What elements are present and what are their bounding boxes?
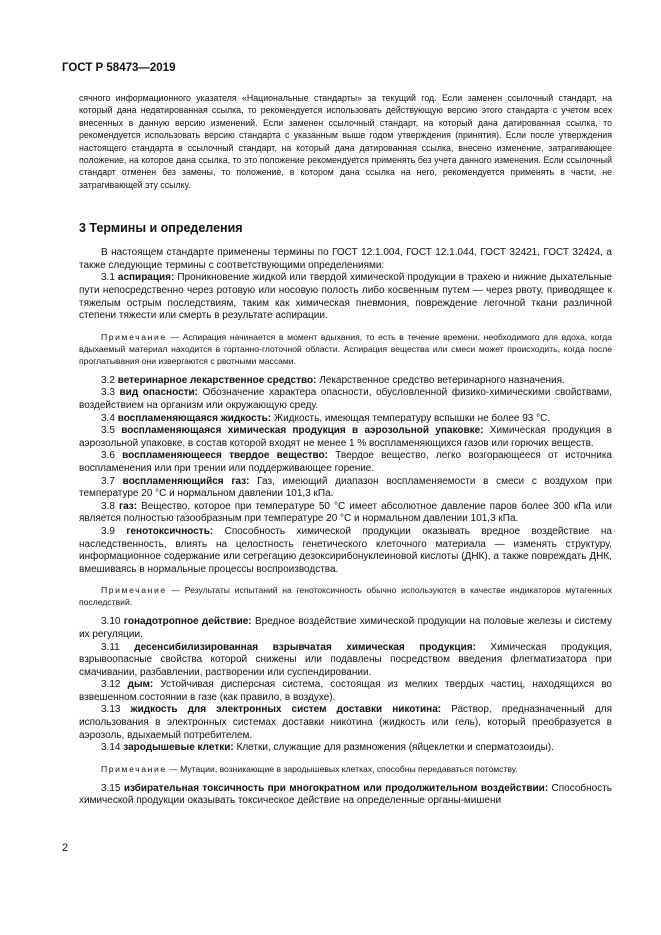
term-name: воспламеняющаяся химическая продукция в аэрозольной упаковке: <box>121 425 484 437</box>
note-aspiration <box>79 331 612 367</box>
term-name: ветеринарное лекарственное средство: <box>117 374 317 386</box>
term-3-13 <box>79 704 612 742</box>
term-number: 3.11 <box>101 641 120 653</box>
term-definition: Вредное воздействие химической продукции на половые железы и систему их регуляции. <box>79 616 612 640</box>
term-number: 3.14 <box>101 742 121 754</box>
term-3-5 <box>79 425 612 450</box>
term-name: гонадотропное действие: <box>123 616 252 628</box>
term-3-6 <box>79 450 612 475</box>
term-definition: Вещество, которое при температуре 50 °С имеет абсолютное давление паров более 300 кПа или является полностью газообразным при температуре 20 °С и нормальном давлении 101,3 кПа. <box>79 500 613 525</box>
term-3-9 <box>79 526 612 576</box>
term-definition: Раствор, предназначенный для использования в электронных системах доставки никотина (жидкость или гель), который преобразуется в аэрозоль, вдыхаемый потребителем. <box>79 704 612 741</box>
term-number: 3.12 <box>101 679 121 691</box>
note-text: — Результаты испытаний на генотоксичность обычно используются в качестве индикаторов мутагенных последствий. <box>79 585 612 608</box>
term-definition: Газ, имеющий диапазон воспламеняемости в смеси с воздухом при температуре 20 °С и нормальном давлении 101,3 кПа. <box>79 475 612 500</box>
term-number: 3.13 <box>101 704 121 716</box>
term-name: аспирация: <box>117 272 175 284</box>
term-name: избирательная токсичность при многократном или продолжительном воздействии: <box>123 782 549 794</box>
term-name: газ: <box>118 500 138 512</box>
term-definition: Способность химической продукции оказывать токсическое действие на определенные органы-мишени <box>79 782 612 807</box>
note-text: — Аспирация начинается в момент вдыхания, то есть в течение времени, необходимого для вдоха, когда вдыхаемый материал находится в гортанно-глоточной области. Аспирация вещества или смеси может происходить, когда после проглатывания они извергаются с рвотными массами. <box>79 331 612 366</box>
term-name: генотоксичность: <box>126 525 214 537</box>
term-name: зародышевые клетки: <box>123 742 234 754</box>
term-3-10 <box>79 616 612 641</box>
term-number: 3.1 <box>101 272 115 284</box>
term-definition: Жидкость, имеющая температуру вспышки не более 93 °С. <box>271 412 551 424</box>
term-3-4 <box>79 413 612 426</box>
term-definition: Обозначение характера опасности, обусловленной физико-химическими свойствами, воздействием на организм или окружающую среду. <box>79 387 612 411</box>
term-definition: Устойчивая дисперсная система, состоящая из мелких твердых частиц, находящихся во взвешенном состоянии в газе (как правило, в воздухе). <box>79 679 612 703</box>
intro-paragraph: сячного информационного указателя «Национальные стандарты» за текущий год. Если заменен ссылочный стандарт, на который дана недатированная ссылка, то рекомендуется использовать действующую версию этого стандарта с учетом всех внесенных в данную версию изменений. Если заменен ссылочный стандарт, на который дана датированная ссылка, то рекомендуется использовать версию стандарта с указанным выше годом утверждения (принятия). Если после утверждения настоящего стандарта в ссылочный стандарт, на который дана датированная ссылка, внесено изменение, затрагивающее положение, на которое дана ссылка, то это положение рекомендуется применять без учета данного изменения. Если ссылочный стандарт отменен без замены, то положение, в котором дана ссылка на него, рекомендуется применять в части, не затрагивающей эту ссылку. <box>79 93 612 190</box>
term-definition: Лекарственное средство ветеринарного назначения. <box>316 374 565 386</box>
term-definition: Проникновение жидкой или твердой химической продукции в трахею и нижние дыхательные пути непосредственно через ротовую или носовую полость либо косвенным путем — через рвоту, приводящее к тяжелым острым последствиям, таким как химическая пневмония, повреждение легочной ткани различной степени тяжести или смерть в результате аспирации. <box>79 272 612 322</box>
note-label: Примечание <box>101 763 167 774</box>
term-3-11 <box>79 642 612 680</box>
note-text: — Мутации, возникающие в зародышевых клетках, способны передаваться потомству. <box>166 763 518 774</box>
term-number: 3.2 <box>101 374 115 386</box>
term-name: жидкость для электронных систем доставки никотина: <box>130 704 442 716</box>
term-number: 3.15 <box>101 782 121 794</box>
term-number: 3.7 <box>101 475 115 487</box>
term-3-14 <box>79 742 612 755</box>
document-body <box>79 92 612 808</box>
term-3-1 <box>79 272 612 322</box>
term-name: воспламеняющееся твердое вещество: <box>122 450 328 462</box>
term-number: 3.5 <box>101 425 115 437</box>
term-definition: Клетки, служащие для размножения (яйцеклетки и сперматозоиды). <box>233 742 554 754</box>
section-title: 3 Термины и определения <box>79 221 243 236</box>
term-3-2 <box>79 375 612 388</box>
term-definition: Химическая продукция, взрывоопасные свойства которой снижены или подавлены посредством введения флегматизатора при смачивании, разбавлении, растворении или суспендировании. <box>79 641 613 678</box>
term-number: 3.3 <box>101 387 115 399</box>
note-label: Примечание <box>101 331 167 342</box>
note-germ-cells <box>79 763 612 775</box>
term-number: 3.8 <box>101 500 115 512</box>
term-number: 3.10 <box>101 616 121 628</box>
page-number: 2 <box>62 842 69 854</box>
term-number: 3.9 <box>101 525 115 537</box>
term-name: воспламеняющаяся жидкость: <box>117 412 272 424</box>
term-name: десенсибилизированная взрывчатая химическая продукция: <box>134 641 476 653</box>
term-3-15 <box>79 783 612 808</box>
term-name: дым: <box>127 679 154 691</box>
term-3-7 <box>79 476 612 501</box>
note-genotoxicity <box>79 584 612 608</box>
term-3-3 <box>79 387 612 412</box>
term-3-8 <box>79 501 612 526</box>
document-header: ГОСТ Р 58473—2019 <box>62 62 176 74</box>
term-definition: Способность химической продукции оказывать вредное воздействие на наследственность, влиять на целостность генетического клеточного материала — изменять структуру, информационное содержание или сегрегацию дезоксирибонуклеиновой кислоты (ДНК), а также повреждать ДНК, вмешиваясь в нормальные процессы воспроизводства. <box>79 525 612 575</box>
term-definition: Твердое вещество, легко возгорающееся от источника воспламенения или при трении или поддерживающее горение. <box>79 450 612 474</box>
term-name: вид опасности: <box>119 387 199 399</box>
note-label: Примечание <box>101 585 167 596</box>
term-number: 3.4 <box>101 412 115 424</box>
term-3-12 <box>79 679 612 704</box>
term-definition: Химическая продукция в аэрозольной упаковке, в состав которой входят не менее 1 % воспламеняющихся газов или горючих веществ. <box>79 425 612 449</box>
lead-paragraph: В настоящем стандарте применены термины по ГОСТ 12.1.004, ГОСТ 12.1.044, ГОСТ 32421, ГОСТ 32424, а также следующие термины с соответствующими определениями: <box>79 247 612 271</box>
term-number: 3.6 <box>101 450 115 462</box>
term-name: воспламеняющийся газ: <box>122 475 250 487</box>
